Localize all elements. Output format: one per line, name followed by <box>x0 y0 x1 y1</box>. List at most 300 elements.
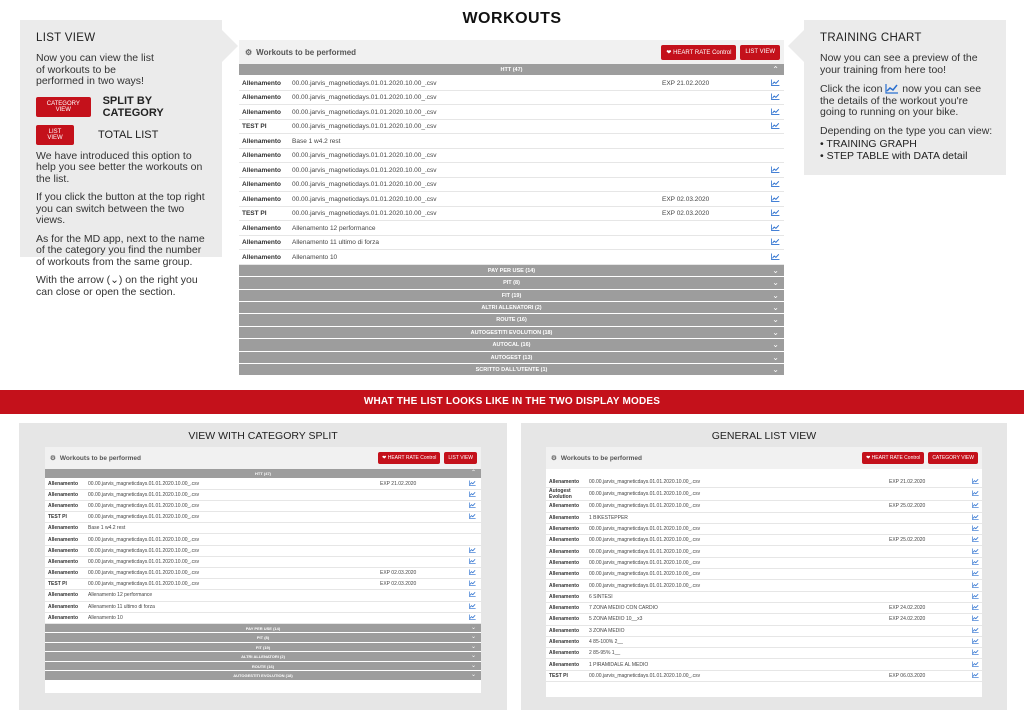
table-row[interactable] <box>239 192 784 207</box>
workout-type: Allenamento <box>242 94 282 102</box>
line-chart-icon[interactable] <box>771 93 780 100</box>
workout-type: Allenamento <box>242 166 282 174</box>
callout-heading: TRAINING CHART <box>820 32 922 44</box>
line-chart-icon[interactable] <box>469 614 476 620</box>
chevron-down-icon[interactable]: ⌄ <box>772 352 779 362</box>
box-title: GENERAL LIST VIEW <box>711 430 817 442</box>
workout-type: Allenamento <box>48 502 79 509</box>
workout-expiry: EXP 25.02.2020 <box>889 503 926 510</box>
view-option: • TRAINING GRAPH <box>820 138 996 150</box>
line-chart-icon[interactable] <box>469 580 476 586</box>
table-row[interactable] <box>546 477 982 488</box>
workouts-panel <box>239 40 784 380</box>
table-row[interactable] <box>45 512 481 523</box>
callout-heading: LIST VIEW <box>36 32 96 44</box>
category-header[interactable]: AUTOGEST (13) ⌄ <box>239 352 784 364</box>
heart-rate-control-button[interactable]: ❤ HEART RATE Control <box>862 452 924 464</box>
chart-cell <box>460 558 476 566</box>
chevron-down-icon[interactable]: ⌄ <box>772 327 779 337</box>
line-chart-icon[interactable] <box>972 661 979 667</box>
workout-name: Base 1 w4.2 rest <box>88 525 126 532</box>
workout-name: 00.00.jarvis_magneticdays.01.01.2020.10.00_.csv <box>292 181 437 189</box>
chart-cell <box>460 480 476 488</box>
workout-type: Allenamento <box>549 627 580 634</box>
workout-expiry: EXP 02.03.2020 <box>380 581 417 588</box>
workout-name: 00.00.jarvis_magneticdays.01.01.2020.10.00_.csv <box>88 570 200 577</box>
category-header[interactable]: AUTOCAL (16) ⌄ <box>239 339 784 351</box>
chevron-down-icon[interactable]: ⌄ <box>470 634 476 641</box>
chart-cell <box>762 238 780 247</box>
workout-type: Allenamento <box>549 616 580 623</box>
table-row[interactable] <box>239 76 784 91</box>
workouts-panel-general <box>546 447 982 697</box>
chart-cell <box>965 593 979 601</box>
panel-title <box>551 454 642 462</box>
line-chart-icon[interactable] <box>972 593 979 599</box>
workout-type: TEST PI <box>242 123 267 131</box>
workout-name: 5 ZONA MEDIO 10__x3 <box>589 616 643 623</box>
chart-cell <box>965 661 979 669</box>
category-header[interactable]: SCRITTO DALL'UTENTE (1) ⌄ <box>239 364 784 376</box>
workout-type: Allenamento <box>48 480 79 487</box>
table-row[interactable] <box>239 91 784 106</box>
line-chart-icon[interactable] <box>771 224 780 231</box>
table-row[interactable] <box>239 207 784 222</box>
category-view-button[interactable]: CATEGORY VIEW <box>36 97 91 117</box>
chevron-down-icon[interactable]: ⌄ <box>470 662 476 669</box>
workout-name: 00.00.jarvis_magneticdays.01.01.2020.10.00_.csv <box>88 514 200 521</box>
workout-name: 3 ZONA MEDIO <box>589 627 625 634</box>
workout-type: Allenamento <box>549 571 580 578</box>
table-row[interactable] <box>546 580 982 591</box>
workout-type: Allenamento <box>48 525 79 532</box>
category-header[interactable]: ALTRI ALLENATORI (2) ⌄ <box>239 302 784 314</box>
line-chart-icon[interactable] <box>469 480 476 486</box>
line-chart-icon[interactable] <box>972 615 979 621</box>
table-row[interactable] <box>546 513 982 524</box>
table-row[interactable] <box>45 590 481 601</box>
workout-type: Allenamento <box>242 108 282 116</box>
workout-expiry: EXP 24.02.2020 <box>889 605 926 612</box>
category-header[interactable]: AUTOGESTITI EVOLUTION (18) ⌄ <box>45 671 481 681</box>
workout-type: TEST PI <box>549 672 568 679</box>
table-row[interactable] <box>239 134 784 149</box>
workout-name: 00.00.jarvis_magneticdays.01.01.2020.10.00_.csv <box>88 558 200 565</box>
chevron-down-icon[interactable]: ⌄ <box>470 672 476 679</box>
workout-type: Allenamento <box>242 181 282 189</box>
chevron-down-icon[interactable]: ⌄ <box>470 624 476 631</box>
workout-type: Allenamento <box>549 559 580 566</box>
workout-type: Allenamento <box>549 503 580 510</box>
chart-cell <box>460 614 476 622</box>
chart-cell <box>762 195 780 204</box>
table-row[interactable] <box>546 671 982 682</box>
workout-type: Allenamento <box>48 614 79 621</box>
workout-name: 00.00.jarvis_magneticdays.01.01.2020.10.00_.csv <box>589 503 701 510</box>
callout-text: Now you can see a preview of the your training from here too! <box>820 52 978 76</box>
callout-text: Now you can view the list of workouts to be performed in two ways! <box>36 52 154 87</box>
workout-type: Allenamento <box>549 537 580 544</box>
workout-expiry: EXP 06.03.2020 <box>889 672 926 679</box>
category-header[interactable]: ROUTE (16) ⌄ <box>239 314 784 326</box>
workout-type: TEST PI <box>48 581 67 588</box>
chart-cell <box>965 649 979 657</box>
workout-type: Allenamento <box>242 239 282 247</box>
chart-cell <box>965 627 979 635</box>
line-chart-icon[interactable] <box>771 238 780 245</box>
line-chart-icon[interactable] <box>771 180 780 187</box>
table-row[interactable] <box>239 250 784 265</box>
panel-header <box>546 447 982 469</box>
chevron-down-icon[interactable]: ⌄ <box>772 303 779 313</box>
table-row[interactable] <box>239 105 784 120</box>
workout-type: Allenamento <box>242 79 282 87</box>
table-row[interactable] <box>45 579 481 590</box>
workout-expiry: EXP 02.03.2020 <box>662 210 710 218</box>
workout-name: Allenamento 12 performance <box>88 592 153 599</box>
table-row[interactable] <box>239 178 784 193</box>
workout-expiry: EXP 02.03.2020 <box>380 570 417 577</box>
line-chart-icon[interactable] <box>972 502 979 508</box>
workout-type: Allenamento <box>242 137 282 145</box>
table-row[interactable] <box>45 523 481 534</box>
table-row[interactable] <box>45 613 481 624</box>
workout-name: 00.00.jarvis_magneticdays.01.01.2020.10.00_.csv <box>88 502 200 509</box>
chart-cell <box>965 559 979 567</box>
chevron-down-icon[interactable]: ⌄ <box>772 278 779 288</box>
panel-title-text: Workouts to be performed <box>256 47 357 57</box>
workout-name: 00.00.jarvis_magneticdays.01.01.2020.10.00_.csv <box>589 526 701 533</box>
workout-expiry: EXP 25.02.2020 <box>889 537 926 544</box>
panel-actions <box>374 452 477 464</box>
chevron-down-icon[interactable]: ⌄ <box>772 315 779 325</box>
workout-name: 00.00.jarvis_magneticdays.01.01.2020.10.00_.csv <box>292 166 437 174</box>
workout-type: Allenamento <box>242 253 282 261</box>
line-chart-icon[interactable] <box>771 122 780 129</box>
line-chart-icon[interactable] <box>469 491 476 497</box>
category-header[interactable]: PAY PER USE (14) ⌄ <box>239 265 784 277</box>
line-chart-icon[interactable] <box>972 604 979 610</box>
workout-expiry: EXP 21.02.2020 <box>662 79 710 87</box>
table-row[interactable] <box>45 490 481 501</box>
table-row[interactable] <box>546 524 982 535</box>
workout-name: 00.00.jarvis_magneticdays.01.01.2020.10.00_.csv <box>589 537 701 544</box>
workout-name: 4 85-100% 2__ <box>589 639 623 645</box>
table-row[interactable] <box>546 501 982 512</box>
list-view-callout <box>20 20 222 298</box>
workout-type: Allenamento <box>549 514 580 521</box>
training-chart-callout <box>804 20 1006 175</box>
line-chart-icon[interactable] <box>972 478 979 484</box>
workout-type: Allenamento <box>549 526 580 533</box>
workout-name: 00.00.jarvis_magneticdays.01.01.2020.10.00_.csv <box>88 536 200 543</box>
workout-name: 00.00.jarvis_magneticdays.01.01.2020.10.00_.csv <box>292 108 437 116</box>
workout-name: Allenamento 10 <box>88 614 123 621</box>
panel-title <box>245 48 356 57</box>
line-chart-icon[interactable] <box>972 638 979 644</box>
workout-name: 2 85-95% 1__ <box>589 650 621 657</box>
workout-type: Allenamento <box>549 650 580 657</box>
category-header[interactable]: PIT (8) ⌄ <box>45 633 481 643</box>
table-row[interactable] <box>546 488 982 501</box>
chevron-down-icon[interactable]: ⌄ <box>470 653 476 660</box>
workout-name: 00.00.jarvis_magneticdays.01.01.2020.10.00_.csv <box>589 672 701 679</box>
workout-name: 00.00.jarvis_magneticdays.01.01.2020.10.00_.csv <box>589 491 701 498</box>
workout-type: Allenamento <box>48 558 79 565</box>
list-view-button[interactable]: LIST VIEW <box>36 125 74 145</box>
panel-title-text: Workouts to be performed <box>59 454 141 462</box>
chart-cell <box>460 491 476 499</box>
workout-type: Allenamento <box>48 570 79 577</box>
line-chart-icon[interactable] <box>972 649 979 655</box>
panel-actions <box>657 45 780 60</box>
workout-expiry: EXP 02.03.2020 <box>662 195 710 203</box>
chart-cell <box>965 548 979 556</box>
workout-name: Allenamento 11 ultimo di forza <box>292 239 379 247</box>
chart-cell <box>762 93 780 102</box>
chart-cell <box>762 209 780 218</box>
line-chart-icon[interactable] <box>972 570 979 576</box>
line-chart-icon[interactable] <box>771 209 780 216</box>
workout-type: Allenamento <box>48 536 79 543</box>
table-row[interactable] <box>546 659 982 670</box>
chart-cell <box>460 513 476 521</box>
chart-cell <box>965 502 979 510</box>
table-row[interactable] <box>546 546 982 557</box>
table-row[interactable] <box>546 648 982 659</box>
workout-type: Allenamento <box>242 152 282 160</box>
category-header[interactable]: ALTRI ALLENATORI (2) ⌄ <box>45 652 481 662</box>
workout-expiry: EXP 24.02.2020 <box>889 616 926 623</box>
chart-cell <box>460 591 476 599</box>
category-header[interactable]: FIT (19) ⌄ <box>239 290 784 302</box>
workout-name: 00.00.jarvis_magneticdays.01.01.2020.10.00_.csv <box>292 195 437 203</box>
chart-cell <box>460 502 476 510</box>
chart-cell <box>762 253 780 262</box>
view-option: • STEP TABLE with DATA detail <box>820 150 996 162</box>
category-header[interactable]: HTT (47) ⌃ <box>45 469 481 479</box>
workout-name: 00.00.jarvis_magneticdays.01.01.2020.10.00_.csv <box>292 94 437 102</box>
chart-cell <box>762 224 780 233</box>
gear-icon: ⚙ <box>551 455 557 462</box>
chart-cell <box>460 603 476 611</box>
table-row[interactable] <box>239 236 784 251</box>
chart-cell <box>965 582 979 590</box>
chart-cell <box>762 180 780 189</box>
line-chart-icon[interactable] <box>469 603 476 609</box>
chevron-down-icon[interactable]: ⌄ <box>772 340 779 350</box>
table-row[interactable] <box>546 535 982 546</box>
table-row[interactable] <box>239 149 784 164</box>
line-chart-icon[interactable] <box>972 672 979 678</box>
table-row[interactable] <box>546 637 982 648</box>
table-row[interactable] <box>45 557 481 568</box>
chart-cell <box>965 672 979 680</box>
chevron-up-icon[interactable]: ⌃ <box>772 65 779 74</box>
panel-title <box>50 454 141 462</box>
table-row[interactable] <box>546 558 982 569</box>
view-options-list <box>820 138 996 162</box>
chart-cell <box>460 580 476 588</box>
table-row[interactable] <box>45 546 481 557</box>
line-chart-icon[interactable] <box>469 591 476 597</box>
workout-name: 6 SINTESI <box>589 593 613 600</box>
table-row[interactable] <box>45 568 481 579</box>
chevron-down-icon[interactable]: ⌄ <box>772 265 779 275</box>
chevron-down-icon[interactable]: ⌄ <box>772 290 779 300</box>
workout-name: Allenamento 12 performance <box>292 224 376 232</box>
toggle-view-button[interactable]: LIST VIEW <box>740 45 780 60</box>
line-chart-icon[interactable] <box>469 569 476 575</box>
line-chart-icon[interactable] <box>972 582 979 588</box>
toggle-view-button[interactable]: LIST VIEW <box>444 452 477 464</box>
callout-text: We have introduced this option to help you see better the workouts on the list. <box>36 149 203 185</box>
workout-name: 00.00.jarvis_magneticdays.01.01.2020.10.00_.csv <box>88 480 200 487</box>
workout-type: Allenamento <box>549 582 580 589</box>
line-chart-icon[interactable] <box>972 536 979 542</box>
chart-cell <box>965 478 979 486</box>
chart-cell <box>460 547 476 555</box>
chart-cell <box>965 536 979 544</box>
workout-name: 1 BIKESTEPPER <box>589 514 628 521</box>
category-header[interactable]: HTT (47) ⌃ <box>239 64 784 76</box>
chart-cell <box>965 514 979 522</box>
total-list-label: TOTAL LIST <box>98 128 159 141</box>
workout-name: 00.00.jarvis_magneticdays.01.01.2020.10.00_.csv <box>589 559 701 566</box>
workout-name: 00.00.jarvis_magneticdays.01.01.2020.10.00_.csv <box>292 123 437 131</box>
chart-cell <box>762 79 780 88</box>
line-chart-icon <box>885 83 899 94</box>
table-row[interactable] <box>546 626 982 637</box>
chevron-down-icon[interactable]: ⌄ <box>470 643 476 650</box>
workout-name: 00.00.jarvis_magneticdays.01.01.2020.10.00_.csv <box>292 152 437 160</box>
workout-name: Base 1 w4.2 rest <box>292 137 341 145</box>
workout-type: TEST PI <box>48 514 67 521</box>
chart-cell <box>965 604 979 612</box>
category-header[interactable]: FIT (19) ⌄ <box>45 643 481 653</box>
table-row[interactable] <box>239 221 784 236</box>
workout-type: Allenamento <box>549 548 580 555</box>
page-title: WORKOUTS <box>462 10 562 27</box>
workout-type: Autogest Evolution <box>549 488 572 501</box>
table-row[interactable] <box>45 534 481 545</box>
chart-cell <box>965 638 979 646</box>
workout-type: Allenamento <box>48 547 79 554</box>
chart-cell <box>762 108 780 117</box>
workout-name: 00.00.jarvis_magneticdays.01.01.2020.10.00_.csv <box>292 210 437 218</box>
table-row[interactable] <box>45 501 481 512</box>
line-chart-icon[interactable] <box>972 548 979 554</box>
workout-type: Allenamento <box>549 479 580 486</box>
chart-cell <box>762 166 780 175</box>
gear-icon: ⚙ <box>245 47 253 57</box>
workout-type: Allenamento <box>48 592 79 599</box>
table-row[interactable] <box>45 602 481 613</box>
line-chart-icon[interactable] <box>771 195 780 202</box>
chart-cell <box>965 490 979 498</box>
workouts-panel-category <box>45 447 481 693</box>
line-chart-icon[interactable] <box>972 559 979 565</box>
line-chart-icon[interactable] <box>972 525 979 531</box>
section-banner: WHAT THE LIST LOOKS LIKE IN THE TWO DISPLAY MODES <box>0 390 1024 414</box>
spacer <box>546 469 982 477</box>
chart-cell <box>965 525 979 533</box>
chart-cell <box>965 615 979 623</box>
line-chart-icon[interactable] <box>469 502 476 508</box>
line-chart-icon[interactable] <box>771 108 780 115</box>
workout-type: Allenamento <box>549 593 580 600</box>
line-chart-icon[interactable] <box>972 627 979 633</box>
workout-name: 00.00.jarvis_magneticdays.01.01.2020.10.00_.csv <box>88 491 200 498</box>
table-row[interactable] <box>546 592 982 603</box>
table-row[interactable] <box>546 569 982 580</box>
workout-name: 00.00.jarvis_magneticdays.01.01.2020.10.00_.csv <box>589 548 701 555</box>
workout-name: Allenamento 11 ultimo di forza <box>88 603 155 610</box>
workout-name: 1 PIRAMIDALE AL MEDIO <box>589 661 649 668</box>
panel-header <box>45 447 481 469</box>
chart-cell <box>460 569 476 577</box>
workout-name: 00.00.jarvis_magneticdays.01.01.2020.10.00_.csv <box>589 582 701 589</box>
panel-header <box>239 40 784 64</box>
workout-name: 00.00.jarvis_magneticdays.01.01.2020.10.00_.csv <box>589 571 701 578</box>
workout-type: Allenamento <box>48 491 79 498</box>
category-header[interactable]: PIT (8) ⌄ <box>239 277 784 289</box>
workout-name: 7 ZONA MEDIO CON CARDIO <box>589 605 658 612</box>
panel-title-text: Workouts to be performed <box>560 454 642 462</box>
gear-icon: ⚙ <box>50 455 56 462</box>
callout-text: Depending on the type you can view: <box>820 124 993 137</box>
heart-rate-control-button[interactable]: ❤ HEART RATE Control <box>378 452 440 464</box>
workout-type: Allenamento <box>242 224 282 232</box>
callout-text: As for the MD app, next to the name of the category you find the number of workouts from the same group. <box>36 232 205 268</box>
table-row[interactable] <box>546 614 982 625</box>
line-chart-icon[interactable] <box>771 79 780 86</box>
category-header[interactable]: PAY PER USE (14) ⌄ <box>45 624 481 634</box>
toggle-view-button[interactable]: CATEGORY VIEW <box>928 452 978 464</box>
line-chart-icon[interactable] <box>469 558 476 564</box>
category-header[interactable]: ROUTE (16) ⌄ <box>45 662 481 672</box>
table-row[interactable] <box>239 120 784 135</box>
box-title: VIEW WITH CATEGORY SPLIT <box>188 430 338 442</box>
chevron-down-icon[interactable]: ⌄ <box>772 365 779 375</box>
workout-type: Allenamento <box>48 603 79 610</box>
line-chart-icon[interactable] <box>469 547 476 553</box>
line-chart-icon[interactable] <box>972 490 979 496</box>
workout-type: TEST PI <box>242 210 267 218</box>
workout-type: Allenamento <box>549 661 580 668</box>
workout-type: Allenamento <box>549 639 580 645</box>
chart-cell <box>762 122 780 131</box>
split-by-category-label: SPLIT BY CATEGORY <box>102 94 164 119</box>
chevron-up-icon[interactable]: ⌃ <box>470 470 476 476</box>
line-chart-icon[interactable] <box>972 514 979 520</box>
line-chart-icon[interactable] <box>469 513 476 519</box>
heart-rate-control-button[interactable]: ❤ HEART RATE Control <box>661 45 736 60</box>
workout-name: 00.00.jarvis_magneticdays.01.01.2020.10.00_.csv <box>589 479 701 486</box>
workout-name: 00.00.jarvis_magneticdays.01.01.2020.10.00_.csv <box>292 79 437 87</box>
table-row[interactable] <box>239 163 784 178</box>
callout-text: With the arrow (⌄) on the right you can close or open the section. <box>36 274 198 298</box>
chart-cell <box>965 570 979 578</box>
workout-expiry: EXP 21.02.2020 <box>889 479 926 486</box>
table-row[interactable] <box>546 603 982 614</box>
table-row[interactable] <box>45 479 481 490</box>
workout-type: Allenamento <box>242 195 282 203</box>
line-chart-icon[interactable] <box>771 253 780 260</box>
line-chart-icon[interactable] <box>771 166 780 173</box>
workout-name: 00.00.jarvis_magneticdays.01.01.2020.10.00_.csv <box>88 547 200 554</box>
category-header[interactable]: AUTOGESTITI EVOLUTION (18) ⌄ <box>239 327 784 339</box>
